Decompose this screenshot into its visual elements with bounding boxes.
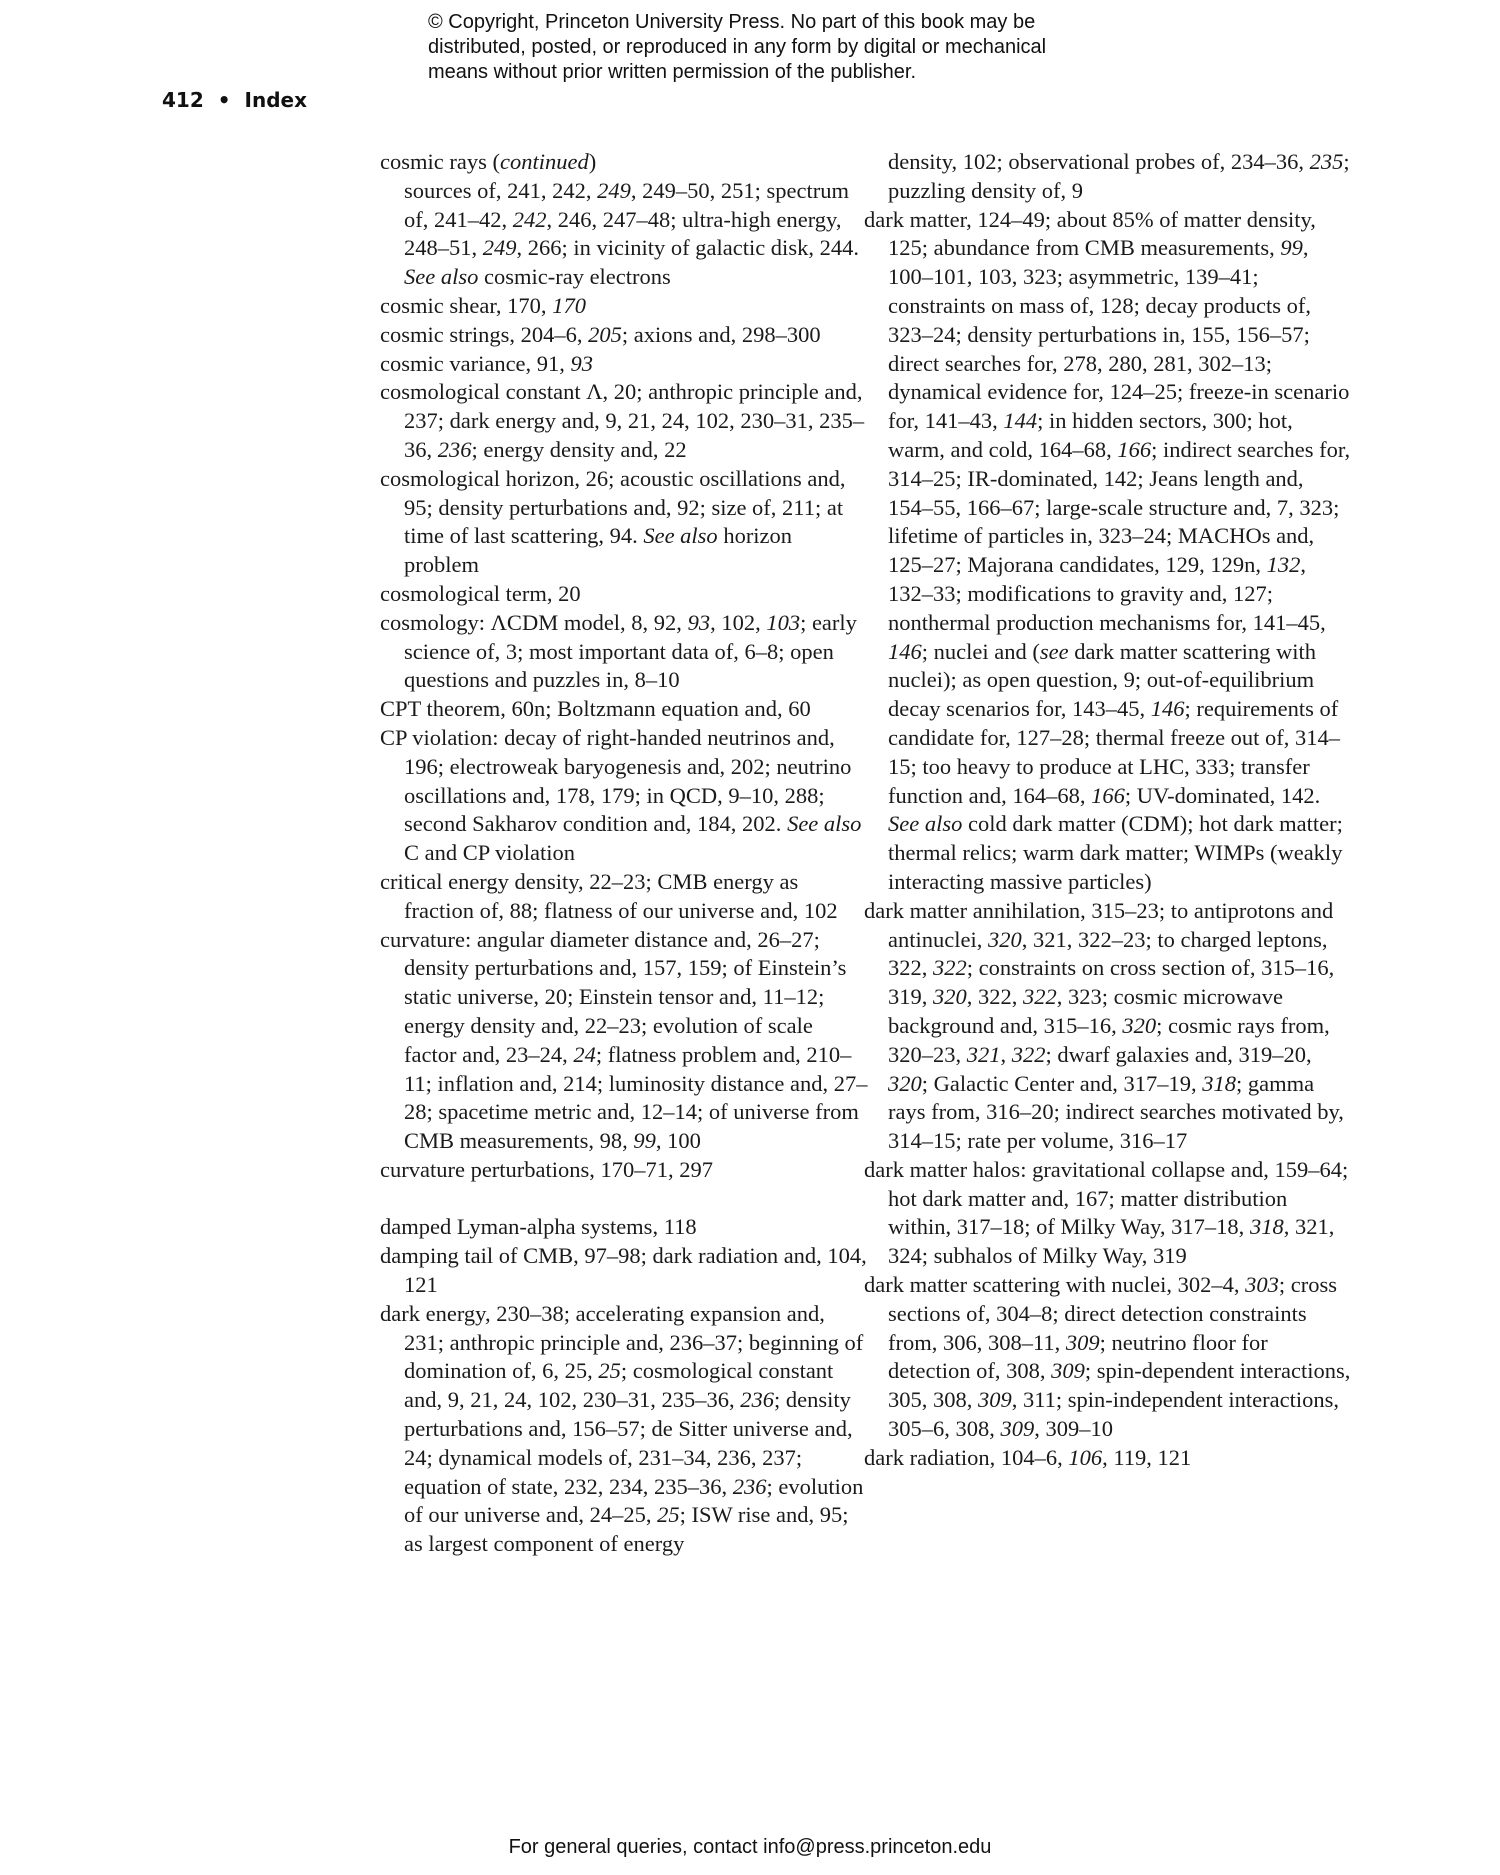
index-entry: cosmology: ΛCDM model, 8, 92, 93, 102, 103; early science of, 3; most important data of, 6–8; open questions and puzzles in, 8–10 — [380, 609, 857, 693]
index-entry: dark matter, 124–49; about 85% of matter density, 125; abundance from CMB measurements, 99, 100–101, 103, 323; asymmetric, 139–41; constraints on mass of, 128; decay products of, 323–24; density perturbations in, 155, 156–57; direct searches for, 278, 280, 281, 302–13; dynamical evidence for, 124–25; freeze-in scenario for, 141–43, 144; in hidden sectors, 300; hot, warm, and cold, 164–68, 166; indirect searches for, 314–25; IR-dominated, 142; Jeans length and, 154–55, 166–67; large-scale structure and, 7, 323; lifetime of particles in, 323–24; MACHOs and, 125–27; Majorana candidates, 129, 129n, 132, 132–33; modifications to gravity and, 127; nonthermal production mechanisms for, 141–45, 146; nuclei and (see dark matter scattering with nuclei); as open question, 9; out-of-equilibrium decay scenarios for, 143–45, 146; requirements of candidate for, 127–28; thermal freeze out of, 314–15; too heavy to produce at LHC, 333; transfer function and, 164–68, 166; UV-dominated, 142. See also cold dark matter (CDM); hot dark matter; thermal relics; warm dark matter; WIMPs (weakly interacting massive particles) — [864, 206, 1351, 894]
index-entry: cosmic rays (continued) — [380, 149, 597, 174]
index-entry: dark radiation, 104–6, 106, 119, 121 — [864, 1444, 1192, 1470]
index-entry: CPT theorem, 60n; Boltzmann equation and, 60 — [380, 696, 811, 722]
index-column-right — [864, 148, 1354, 1473]
section-title: Index — [244, 88, 308, 112]
copyright-line: means without prior written permission of the publisher. — [428, 61, 917, 83]
index-entry: cosmic shear, 170, 170 — [380, 292, 586, 318]
running-head — [162, 88, 307, 112]
copyright-line: © Copyright, Princeton University Press. No part of this book may be — [428, 11, 1036, 33]
index-entry: dark energy, 230–38; accelerating expansion and, 231; anthropic principle and, 236–37; beginning of domination of, 6, 25, 25; cosmological constant and, 9, 21, 24, 102, 230–31, 235–36, 236; density perturbations and, 156–57; de Sitter universe and, 24; dynamical models of, 231–34, 236, 237; equation of state, 232, 234, 235–36, 236; evolution of our universe and, 24–25, 25; ISW rise and, 95; as largest component of energy — [380, 1300, 864, 1557]
index-entry: dark matter scattering with nuclei, 302–4, 303; cross sections of, 304–8; direct detection constraints from, 306, 308–11, 309; neutrino floor for detection of, 308, 309; spin-dependent interactions, 305, 308, 309, 311; spin-independent interactions, 305–6, 308, 309, 309–10 — [864, 1272, 1351, 1442]
index-entry-continued: density, 102; observational probes of, 234–36, 235; puzzling density of, 9 — [888, 149, 1350, 203]
copyright-line: distributed, posted, or reproduced in any form by digital or mechanical — [428, 36, 1047, 58]
bullet-separator: • — [217, 88, 231, 112]
page-number: 412 — [162, 88, 204, 112]
index-entry: damping tail of CMB, 97–98; dark radiation and, 104, 121 — [380, 1243, 867, 1298]
index-entry-continued: sources of, 241, 242, 249, 249–50, 251; spectrum of, 241–42, 242, 246, 247–48; ultra-high energy, 248–51, 249, 266; in vicinity of galactic disk, 244. See also cosmic-ray electrons — [404, 177, 859, 290]
index-entry: curvature: angular diameter distance and, 26–27; density perturbations and, 157, 159; of Einstein’s static universe, 20; Einstein tensor and, 11–12; energy density and, 22–23; evolution of scale factor and, 23–24, 24; flatness problem and, 210–11; inflation and, 214; luminosity distance and, 27–28; spacetime metric and, 12–14; of universe from CMB measurements, 98, 99, 100 — [380, 926, 868, 1154]
index-entry: cosmic strings, 204–6, 205; axions and, 298–300 — [380, 321, 821, 347]
letter-group-gap — [380, 1185, 870, 1214]
footer-contact: For general queries, contact info@press.princeton.edu — [508, 1836, 992, 1858]
index-entry: damped Lyman-alpha systems, 118 — [380, 1214, 697, 1240]
index-entry: cosmic variance, 91, 93 — [380, 350, 594, 376]
index-entry: critical energy density, 22–23; CMB energy as fraction of, 88; flatness of our universe and, 102 — [380, 868, 838, 923]
index-entry: CP violation: decay of right-handed neutrinos and, 196; electroweak baryogenesis and, 202; neutrino oscillations and, 178, 179; in QCD, 9–10, 288; second Sakharov condition and, 184, 202. See also C and CP violation — [380, 724, 862, 866]
index-entry: cosmological horizon, 26; acoustic oscillations and, 95; density perturbations and, 92; size of, 211; at time of last scattering, 94. See also horizon problem — [380, 465, 846, 578]
index-entry: dark matter annihilation, 315–23; to antiprotons and antinuclei, 320, 321, 322–23; to charged leptons, 322, 322; constraints on cross section of, 315–16, 319, 320, 322, 322, 323; cosmic microwave background and, 315–16, 320; cosmic rays from, 320–23, 321, 322; dwarf galaxies and, 319–20, 320; Galactic Center and, 317–19, 318; gamma rays from, 316–20; indirect searches motivated by, 314–15; rate per volume, 316–17 — [864, 897, 1344, 1154]
index-column-left — [380, 148, 870, 1559]
index-entry: cosmological constant Λ, 20; anthropic principle and, 237; dark energy and, 9, 21, 24, 102, 230–31, 235–36, 236; energy density and, 22 — [380, 379, 865, 462]
copyright-notice — [428, 10, 1128, 85]
index-entry: dark matter halos: gravitational collapse and, 159–64; hot dark matter and, 167; matter distribution within, 317–18; of Milky Way, 317–18, 318, 321, 324; subhalos of Milky Way, 319 — [864, 1156, 1349, 1269]
index-entry: cosmological term, 20 — [380, 580, 581, 606]
index-entry: curvature perturbations, 170–71, 297 — [380, 1156, 714, 1182]
